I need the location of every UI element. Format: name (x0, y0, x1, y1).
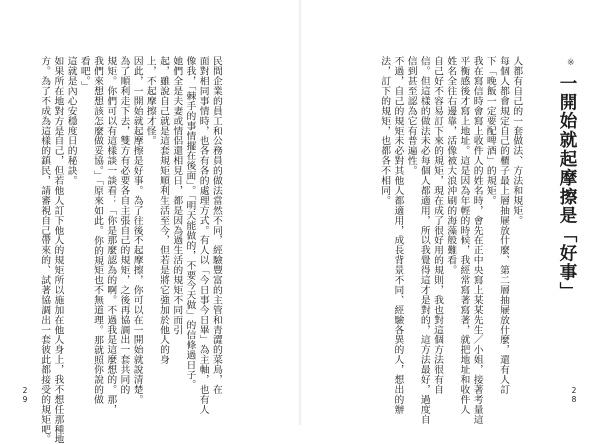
text-line: 下「晚飯一定要配啤酒」的規矩。 (484, 56, 496, 206)
text-line: 信到甚至認為它有普遍性。 (405, 56, 417, 176)
text-line: 自己好不容易訂下來的規矩，現在成了很好用的規則，我也對這個方法很有自 (432, 56, 444, 395)
text-line: 為了順利走下去，雙方有必要各自主張自己的規矩，之後再協調出一套共同的 (118, 56, 130, 395)
text-line: 規矩。你們可以有這樣談一談看：「你是那麼認為的啊。不過我是這麼想的。那， (105, 56, 117, 415)
page-number-digit: 2 (571, 386, 577, 395)
text-line: 我在寫信時會寫上收件人的姓名時，會先在正中央寫上某某先生／小姐，接著考量這 (471, 56, 483, 425)
text-line: 如果所在地對方是自己，但若他人訂下他人的規矩所以施加在他人身上，我不想任那種地 (52, 56, 64, 444)
left-page-body (38, 56, 223, 444)
text-line: 不過，自己的規矩未必對其他人都適用，成長背景不同、經驗各異的人，想出的辦 (392, 56, 404, 415)
title-mark: ※ (567, 58, 575, 68)
text-line: 起，雖說自己就是這套規矩順利生活至今，但若是將它強加於他人的身 (158, 56, 170, 365)
text-line: 方。為了不成為這樣的鎮民，請審視自己帶來的、試著協調出一套彼此都接受的規矩吧。 (39, 56, 51, 444)
chapter-title: 一開始就起摩擦是「好事」 (557, 74, 577, 301)
text-line: 看吧。」 (78, 56, 90, 91)
text-line: 這就是內心安穩度日的秘訣。 (65, 56, 77, 186)
text-line: 民間企業的員工和公務員的做法當然不同，經驗豐富的主管和青澀的菜鳥，在 (210, 56, 222, 395)
text-line: 姓名全往右邊靠，活像被大浪沖刷的海藻般難看。 (445, 56, 457, 275)
text-line: 每個人都會規定自己的櫃子最上層抽屜放什麼、第二層抽屜放什麼，還有人訂 (498, 56, 510, 395)
text-line: 法，訂下的規矩，也都各不相同。 (379, 56, 391, 206)
right-page-body (378, 56, 523, 425)
text-line: 她們全是夫妻或情侶還相見日，都是因為過生活的規矩不同而引 (171, 56, 183, 335)
page-number-digit: 2 (22, 386, 28, 395)
page-number-left (21, 386, 29, 404)
text-line: 像我，「棘手的事情擺在後面」。「明天能做的，不要今天做」的信條過日子。 (184, 56, 196, 390)
page-number-digit: 8 (571, 395, 577, 404)
text-line: 因此，一開始就起摩擦是好事。為了往後不起摩擦，你可以在一開始就說清楚。 (131, 56, 143, 405)
text-line: 人都有自己的一套做法、方法和規矩。 (511, 56, 523, 226)
text-line: 面對相同事情時，也各有各的處理方式。有人以「今日事今日畢」為主軸，也有人 (197, 56, 209, 415)
page-gutter (298, 0, 302, 425)
text-line: 平衡感後才寫上地址。這是因為年輕的時候，我經常寫著寫著，就把地址和收件人 (458, 56, 470, 415)
page-number-right (570, 386, 578, 404)
text-line: 信。但這樣的做法未必每個人都適用，所以我覺得這才是對的，這方法最好，過度自 (418, 56, 430, 425)
text-line: 上，不起摩擦才怪。 (144, 56, 156, 146)
text-line: 我們來想想該怎麼做妥協。」「原來如此。你的規矩也不無道理。那就照你說的做 (92, 56, 104, 405)
page-number-digit: 9 (22, 395, 28, 404)
